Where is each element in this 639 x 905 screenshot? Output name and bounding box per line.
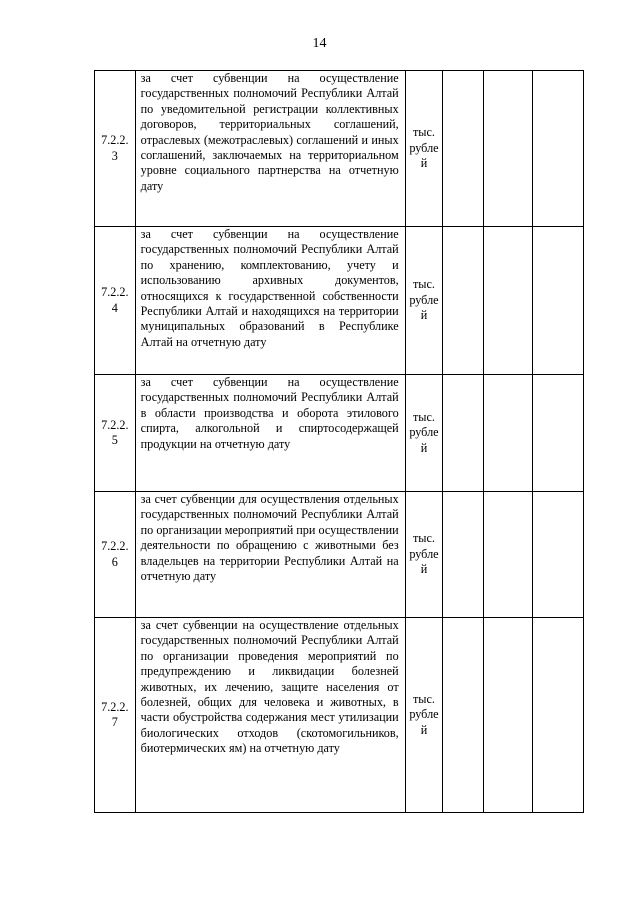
row-description: за счет субвенции на осуществление государственных полномочий Республики Алтай по хранению, комплектованию, учету и использованию архивных документов, относящихся к государственной собственности Республики Алтай и находящихся на территории муниципальных образований в Республике Алтай на отчетную дату [140,227,399,349]
indicator-table [94,70,584,813]
row-description: за счет субвенции на осуществление государственных полномочий Республики Алтай по уведомительной регистрации коллективных договоров, территориальных соглашений, отраслевых (межотраслевых) соглашений и иных соглашений, заключаемых на территориальном уровне социального партнерства на отчетную дату [140,71,399,193]
row-unit-cell [405,71,443,227]
value-cell [443,492,484,618]
value-cell [443,375,484,492]
row-code: 7.2.2.3 [101,133,129,163]
table-row [95,618,584,813]
row-unit-cell [405,492,443,618]
table-row [95,227,584,375]
row-description-cell [135,618,405,813]
page-number: 14 [312,36,327,51]
row-unit: тыс. рублей [409,691,439,737]
row-code: 7.2.2.4 [101,285,129,315]
value-cell [443,227,484,375]
row-unit-cell [405,618,443,813]
table-row [95,71,584,227]
row-unit: тыс. рублей [409,531,439,577]
row-code: 7.2.2.7 [101,699,129,729]
table-row [95,492,584,618]
value-cell [483,227,532,375]
value-cell [532,71,583,227]
row-unit-cell [405,375,443,492]
value-cell [532,492,583,618]
row-unit: тыс. рублей [409,277,439,323]
value-cell [532,375,583,492]
value-cell [443,618,484,813]
row-description-cell [135,227,405,375]
value-cell [483,492,532,618]
value-cell [483,375,532,492]
row-code: 7.2.2.6 [101,539,129,569]
row-code-cell [95,71,136,227]
row-description-cell [135,71,405,227]
row-description: за счет субвенции на осуществление отдельных государственных полномочий Республики Алтай по организации проведения мероприятий по предупреждению и ликвидации болезней животных, их лечению, защите населения от болезней, общих для человека и животных, в части обустройства содержания мест утилизации биологических отходов (скотомогильников, биотермических ям) на отчетную дату [140,618,399,756]
row-unit: тыс. рублей [409,125,439,171]
row-code-cell [95,227,136,375]
row-code-cell [95,618,136,813]
row-description: за счет субвенции на осуществление государственных полномочий Республики Алтай в области производства и оборота этилового спирта, алкогольной и спиртосодержащей продукции на отчетную дату [140,375,399,451]
row-unit-cell [405,227,443,375]
row-code-cell [95,492,136,618]
row-description: за счет субвенции для осуществления отдельных государственных полномочий Республики Алтай по организации мероприятий при осуществлении деятельности по обращению с животными без владельцев на территории Республики Алтай на отчетную дату [140,492,399,584]
row-code-cell [95,375,136,492]
row-description-cell [135,492,405,618]
value-cell [483,618,532,813]
value-cell [532,227,583,375]
table-row [95,375,584,492]
row-description-cell [135,375,405,492]
row-code: 7.2.2.5 [101,417,129,447]
value-cell [532,618,583,813]
value-cell [443,71,484,227]
row-unit: тыс. рублей [409,409,439,455]
value-cell [483,71,532,227]
